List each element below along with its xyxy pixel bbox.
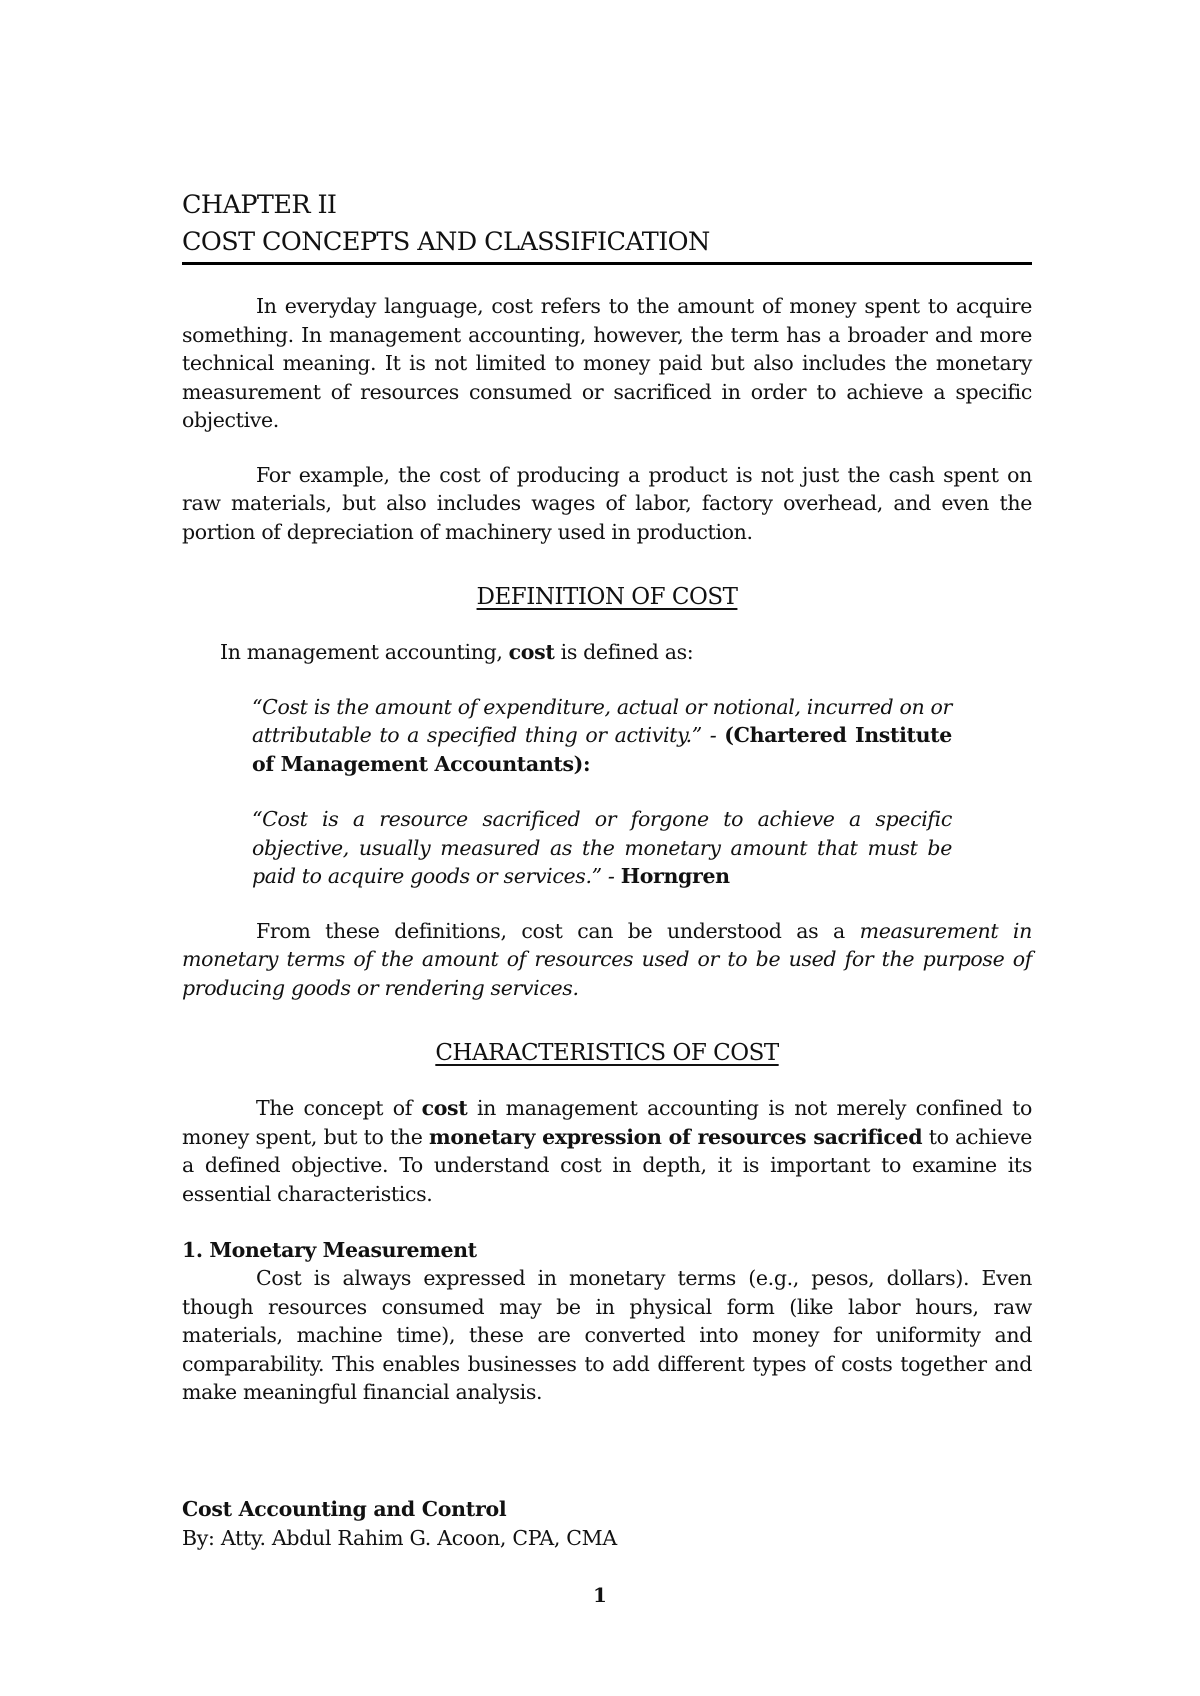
- intro-paragraph-2: For example, the cost of producing a product is not just the cash spent on raw materials, but also includes wages of labor, factory overhead, and even the portion of depreciation of machinery used in production.: [182, 462, 1032, 544]
- intro-paragraph-1: In everyday language, cost refers to the amount of money spent to acquire something. In management accounting, however, the term has a broader and more technical meaning. It is not limited to money paid but also includes the monetary measurement of resources consumed or sacrificed in order to achieve a specific objective.: [182, 294, 1032, 432]
- quote-horngren-source: Horngren: [620, 864, 730, 888]
- characteristics-text-c: in management accounting is not merely confined to money spent, but to the: [182, 1096, 1032, 1149]
- chapter-number: CHAPTER II: [182, 190, 337, 220]
- quote-cima-source: (Chartered Institute of Management Accountants):: [252, 723, 952, 776]
- definition-lead-pre: In management accounting,: [220, 640, 509, 664]
- definition-heading: DEFINITION OF COST: [476, 584, 738, 610]
- quote-cima-text: “Cost is the amount of expenditure, actual or notional, incurred on or attributable to a specified thing or activity.” -: [252, 694, 952, 747]
- definition-lead-term: cost: [508, 640, 555, 664]
- page-content: [182, 187, 1032, 1407]
- quote-horngren-text: “Cost is a resource sacrificed or forgone to achieve a specific objective, usually measured as the monetary amount that must be paid to acquire goods or services.” -: [252, 807, 952, 888]
- characteristics-text-a: The concept of: [256, 1096, 422, 1120]
- chapter-header: [182, 187, 1032, 265]
- chapter-title: COST CONCEPTS AND CLASSIFICATION: [182, 227, 710, 257]
- quote-cima: [252, 693, 952, 779]
- characteristics-heading: CHARACTERISTICS OF COST: [435, 1040, 779, 1066]
- page-footer: [182, 1495, 1032, 1553]
- definition-conclusion: [182, 917, 1032, 1003]
- footer-course-title: Cost Accounting and Control: [182, 1497, 507, 1521]
- page-number: 1: [593, 1583, 607, 1607]
- definition-lead: [182, 638, 1032, 667]
- characteristics-term-cost: cost: [421, 1096, 468, 1120]
- definition-conclusion-emphasis: measurement in monetary terms of the amount of resources used or to be used for the purpose of producing goods or rendering services.: [182, 918, 1032, 1000]
- characteristics-paragraph: [182, 1094, 1032, 1208]
- item-1-title: 1. Monetary Measurement: [182, 1238, 477, 1262]
- characteristics-term-monetary: monetary expression of resources sacrificed: [429, 1124, 923, 1149]
- item-1-text: Cost is always expressed in monetary terms (e.g., pesos, dollars). Even though resources consumed may be in physical form (like labor hours, raw materials, machine time), these are converted into money for uniformity and comparability. This enables businesses to add different types of costs together and make meaningful financial analysis.: [182, 1266, 1032, 1404]
- definition-lead-post: is defined as:: [554, 640, 694, 664]
- characteristics-text-e: to achieve a defined objective. To understand cost in depth, it is important to examine its essential characteristics.: [182, 1124, 1032, 1206]
- footer-author: By: Atty. Abdul Rahim G. Acoon, CPA, CMA: [182, 1526, 617, 1550]
- quote-horngren: [252, 805, 952, 891]
- definition-conclusion-pre: From these definitions, cost can be understood as a: [256, 918, 860, 943]
